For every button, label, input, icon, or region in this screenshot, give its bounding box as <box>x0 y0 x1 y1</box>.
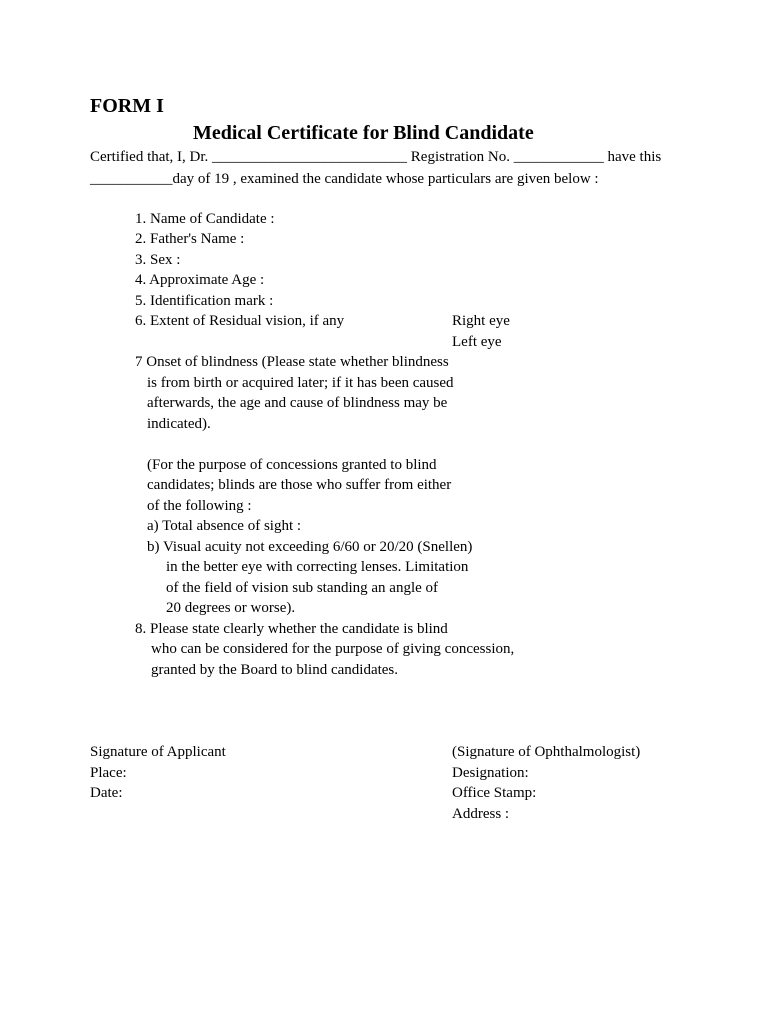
note-line: a) Total absence of sight : <box>147 518 302 534</box>
item-sex: 3. Sex : <box>135 252 181 268</box>
date-label: Date: <box>90 785 123 801</box>
item-fathers-name: 2. Father's Name : <box>135 231 245 247</box>
address-label: Address : <box>452 806 510 822</box>
item-clearly-blind-line: 8. Please state clearly whether the candidate is blind <box>135 621 448 637</box>
note-b-line: in the better eye with correcting lenses. Limitation <box>166 559 469 575</box>
form-label: FORM I <box>90 95 164 117</box>
item-onset-line: 7 Onset of blindness (Please state whether blindness <box>135 354 449 370</box>
left-eye-label: Left eye <box>452 334 502 350</box>
item-onset-line: indicated). <box>147 416 211 432</box>
place-label: Place: <box>90 765 127 781</box>
note-line: candidates; blinds are those who suffer from either <box>147 477 452 493</box>
item-identification-mark: 5. Identification mark : <box>135 293 274 309</box>
item-approximate-age: 4. Approximate Age : <box>135 272 265 288</box>
note-b-line: 20 degrees or worse). <box>166 600 296 616</box>
item-clearly-blind-line: granted by the Board to blind candidates. <box>151 662 399 678</box>
item-onset-line: is from birth or acquired later; if it has been caused <box>147 375 454 391</box>
office-stamp-label: Office Stamp: <box>452 785 537 801</box>
note-line: of the following : <box>147 498 252 514</box>
right-eye-label: Right eye <box>452 313 510 329</box>
document-title: Medical Certificate for Blind Candidate <box>193 122 534 144</box>
designation-label: Designation: <box>452 765 529 781</box>
note-line: b) Visual acuity not exceeding 6/60 or 20/20 (Snellen) <box>147 539 473 555</box>
item-residual-vision: 6. Extent of Residual vision, if any <box>135 313 345 329</box>
intro-line-1: Certified that, I, Dr. __________________________ Registration No. ____________ have this <box>90 149 662 165</box>
intro-line-2: ___________day of 19 , examined the candidate whose particulars are given below : <box>90 171 599 187</box>
item-clearly-blind-line: who can be considered for the purpose of giving concession, <box>151 641 515 657</box>
item-onset-line: afterwards, the age and cause of blindness may be <box>147 395 448 411</box>
ophthalmologist-signature-label: (Signature of Ophthalmologist) <box>452 744 641 760</box>
note-line: (For the purpose of concessions granted to blind <box>147 457 437 473</box>
applicant-signature-label: Signature of Applicant <box>90 744 226 760</box>
note-b-line: of the field of vision sub standing an angle of <box>166 580 439 596</box>
item-name-of-candidate: 1. Name of Candidate : <box>135 211 275 227</box>
